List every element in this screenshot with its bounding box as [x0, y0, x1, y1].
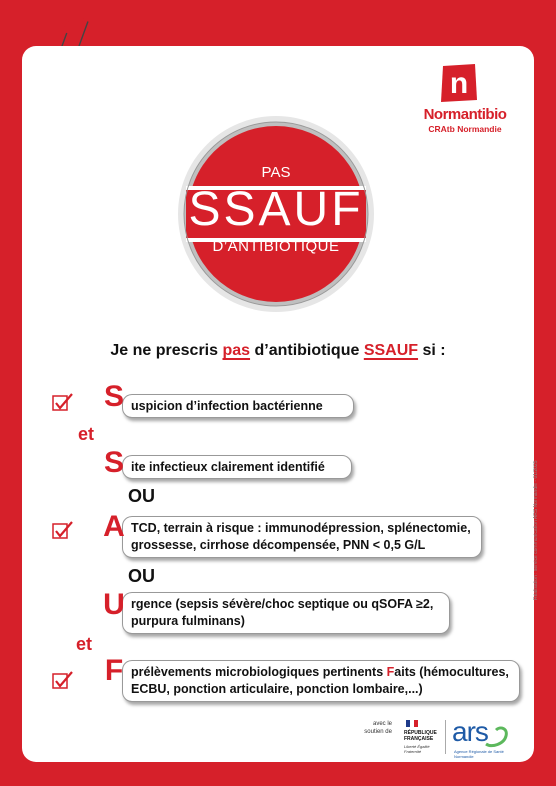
- checkbox-checked-icon: [52, 670, 74, 690]
- criterion-prelevements-f: F: [386, 665, 395, 679]
- criterion-suspicion: [122, 394, 354, 418]
- criterion-site: [122, 455, 352, 479]
- rf-motto: Liberté Égalité Fraternité: [404, 744, 430, 754]
- criterion-prelevements-line1: [131, 664, 509, 681]
- headline-ssauf: SSAUF: [363, 342, 419, 359]
- connector-and-2: et: [76, 634, 93, 654]
- side-credit: Réalisation : service communication ARS Normandie - 01/2025: [533, 460, 539, 600]
- criterion-prelevements: [122, 660, 520, 702]
- headline-part3: si :: [418, 342, 446, 359]
- ars-logo-text: ars: [452, 716, 488, 747]
- letter-u: U: [103, 588, 125, 621]
- criterion-atcd-line2: grossesse, cirrhose décompensée, PNN < 0,5 G/L: [131, 538, 426, 552]
- criterion-suspicion-text: uspicion d’infection bactérienne: [131, 399, 323, 413]
- ars-subtitle: Agence Régionale de Santé Normandie: [454, 749, 504, 759]
- criterion-urgence-line2: purpura fulminans): [131, 614, 245, 628]
- ars-logo: [452, 716, 516, 760]
- emblem-ssauf: SSAUF: [188, 183, 364, 236]
- ars-swoosh-icon: [482, 724, 510, 748]
- headline-part2: d’antibiotique: [250, 342, 364, 359]
- criterion-atcd-line1: TCD, terrain à risque : immunodépression, splénectomie,: [131, 521, 471, 535]
- connector-or-2: OU: [128, 566, 155, 586]
- rf-title: [404, 730, 437, 742]
- connector-and-1: et: [78, 424, 95, 444]
- marianne-flag-icon: [406, 720, 418, 727]
- letter-f: F: [104, 654, 124, 687]
- headline-pas: pas: [222, 342, 251, 359]
- republique-francaise-logo: [402, 718, 442, 758]
- letter-s1: S: [103, 380, 124, 413]
- emblem-antibiotique: D’ANTIBIOTIQUE: [212, 238, 340, 255]
- criterion-prelevements-line1c: aits (hémocultures,: [394, 665, 509, 679]
- checkbox-checked-icon: [52, 520, 74, 540]
- svg-text:n: n: [449, 67, 469, 100]
- logo-name: Normantibio: [423, 106, 507, 123]
- headline: [0, 342, 556, 360]
- checkbox-checked-icon: [52, 392, 74, 412]
- normantibio-logo-text: [410, 106, 520, 134]
- criterion-urgence-line1: rgence (sepsis sévère/choc septique ou qSOFA ≥2,: [131, 597, 434, 611]
- normantibio-logo-icon: [439, 64, 479, 102]
- connector-or-1: OU: [128, 486, 155, 506]
- letter-s2: S: [103, 446, 124, 479]
- footer-divider: [445, 720, 446, 754]
- criterion-urgence: [122, 592, 450, 634]
- rf-line2: FRANÇAISE: [404, 736, 434, 742]
- criterion-site-text: ite infectieux clairement identifié: [131, 460, 325, 474]
- criterion-prelevements-line2: ECBU, ponction articulaire, ponction lombaire,...): [131, 682, 423, 696]
- criterion-atcd: [122, 516, 482, 558]
- criterion-prelevements-line1a: prélèvements microbiologiques pertinents: [131, 665, 387, 679]
- emblem-text: [176, 114, 376, 314]
- logo-subtitle: CRAtb Normandie: [428, 124, 502, 134]
- support-label: avec le soutien de: [364, 721, 392, 735]
- headline-part1: Je ne prescris: [110, 342, 223, 359]
- letter-a: A: [103, 510, 125, 543]
- rf-line1: RÉPUBLIQUE: [404, 730, 437, 736]
- emblem-pas: PAS: [261, 164, 291, 181]
